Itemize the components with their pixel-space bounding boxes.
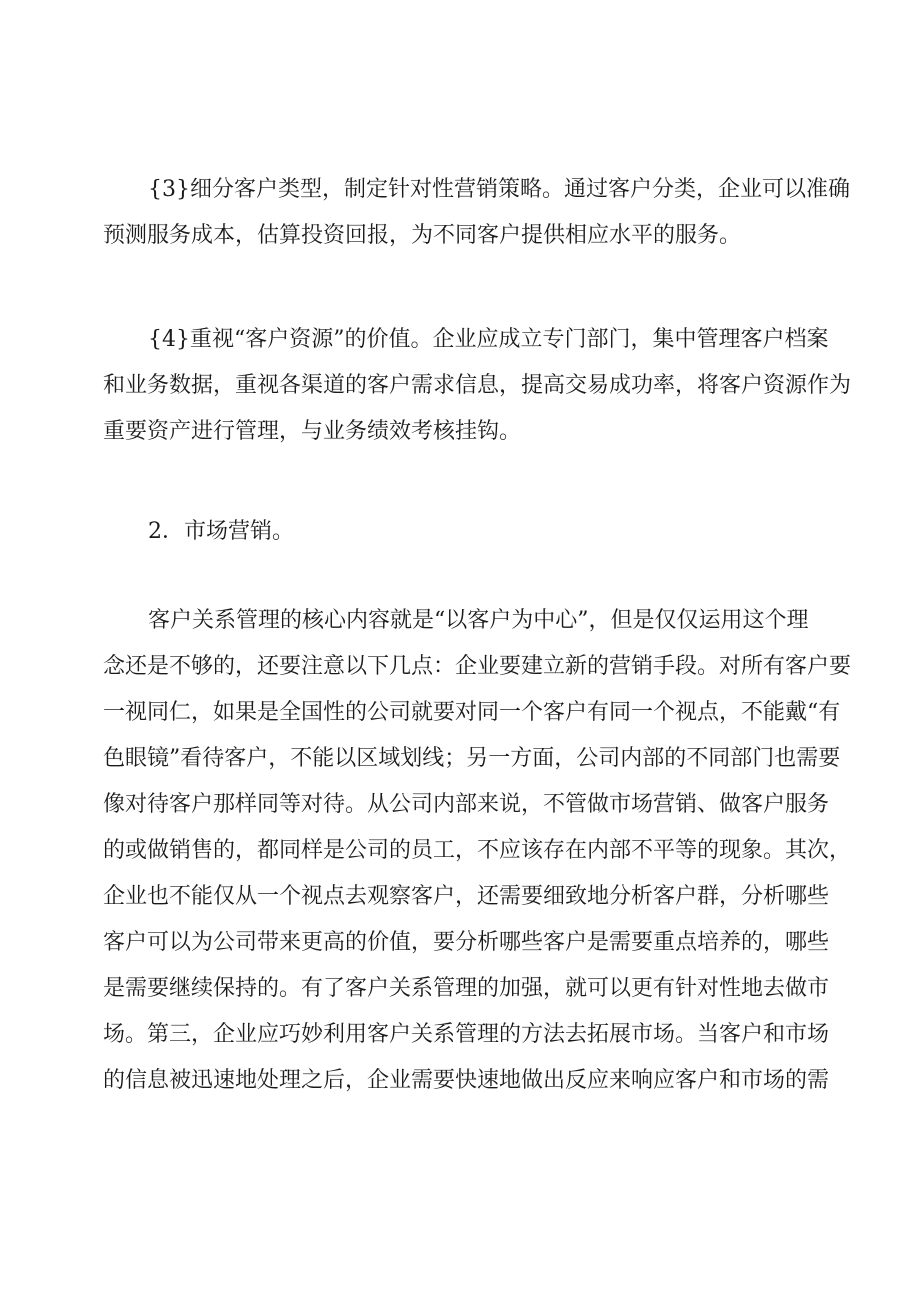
paragraph-line: {4}重视“客户资源”的价值。企业应成立专门部门，集中管理客户档案 — [148, 327, 829, 352]
paragraph-line: 的或做销售的，都同样是公司的员工，不应该存在内部不平等的现象。其次， — [103, 838, 852, 863]
paragraph-line: 预测服务成本，估算投资回报，为不同客户提供相应水平的服务。 — [103, 223, 742, 248]
section-heading-marketing — [103, 509, 823, 555]
paragraph-line: 和业务数据，重视各渠道的客户需求信息，提高交易成功率，将客户资源作为 — [103, 373, 852, 398]
paragraph-line: 客户关系管理的核心内容就是“以客户为中心”，但是仅仅运用这个理 — [148, 608, 809, 633]
section-heading-text: 2．市场营销。 — [148, 519, 294, 544]
paragraph-line: 的信息被迅速地处理之后，企业需要快速地做出反应来响应客户和市场的需 — [103, 1068, 830, 1093]
paragraph-crm-core — [103, 598, 852, 1104]
paragraph-customer-resources — [103, 317, 852, 455]
paragraph-line: 是需要继续保持的。有了客户关系管理的加强，就可以更有针对性地去做市 — [103, 976, 830, 1001]
paragraph-line: 一视同仁，如果是全国性的公司就要对同一个客户有同一个视点，不能戴“有 — [103, 700, 841, 725]
paragraph-line: 念还是不够的，还要注意以下几点：企业要建立新的营销手段。对所有客户要 — [103, 654, 852, 679]
paragraph-line: {3}细分客户类型，制定针对性营销策略。通过客户分类，企业可以准确 — [148, 177, 850, 202]
paragraph-line: 客户可以为公司带来更高的价值，要分析哪些客户是需要重点培养的，哪些 — [103, 930, 830, 955]
paragraph-line: 重要资产进行管理，与业务绩效考核挂钩。 — [103, 419, 522, 444]
paragraph-line: 像对待客户那样同等对待。从公司内部来说，不管做市场营销、做客户服务 — [103, 792, 830, 817]
paragraph-line: 色眼镜”看待客户，不能以区域划线；另一方面，公司内部的不同部门也需要 — [103, 746, 841, 771]
paragraph-line: 场。第三，企业应巧妙利用客户关系管理的方法去拓展市场。当客户和市场 — [103, 1022, 830, 1047]
paragraph-customer-segmentation — [103, 167, 850, 259]
paragraph-line: 企业也不能仅从一个视点去观察客户，还需要细致地分析客户群，分析哪些 — [103, 884, 830, 909]
